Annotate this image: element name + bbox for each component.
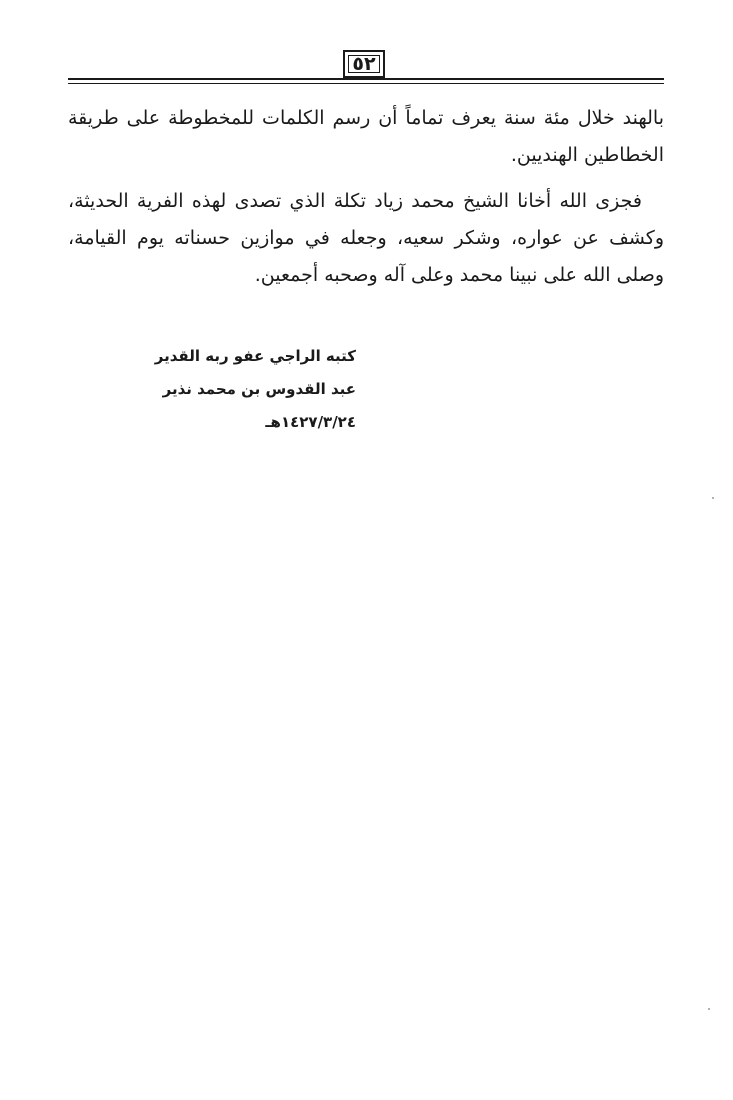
header-rule-thick [68,78,664,80]
scan-speck [708,1008,710,1010]
signature-block [120,340,356,439]
header-rule-thin [68,83,664,84]
signature-date: ١٤٢٧/٣/٢٤هـ [265,413,356,431]
paragraph-1: بالهند خلال مئة سنة يعرف تماماً أن رسم الكلمات للمخطوطة على طريقة الخطاطين الهنديين. [68,107,664,166]
body-text [68,100,664,294]
signature-line-1: كتبه الراجي عفو ربه القدير [154,347,356,365]
paragraph-2: فجزى الله أخانا الشيخ محمد زياد تكلة الذي تصدى لهذه الفرية الحديثة، وكشف عن عواره، وشكر سعيه، وجعله في موازين حسناته يوم القيامة، وصلى الله على نبينا محمد وعلى آله وصحبه أجمعين. [68,190,664,286]
page-number: ٥٢ [352,52,376,75]
scan-speck [712,497,714,499]
page-number-box [343,50,385,78]
signature-author-name: عبد القدوس بن محمد نذير [162,380,356,398]
